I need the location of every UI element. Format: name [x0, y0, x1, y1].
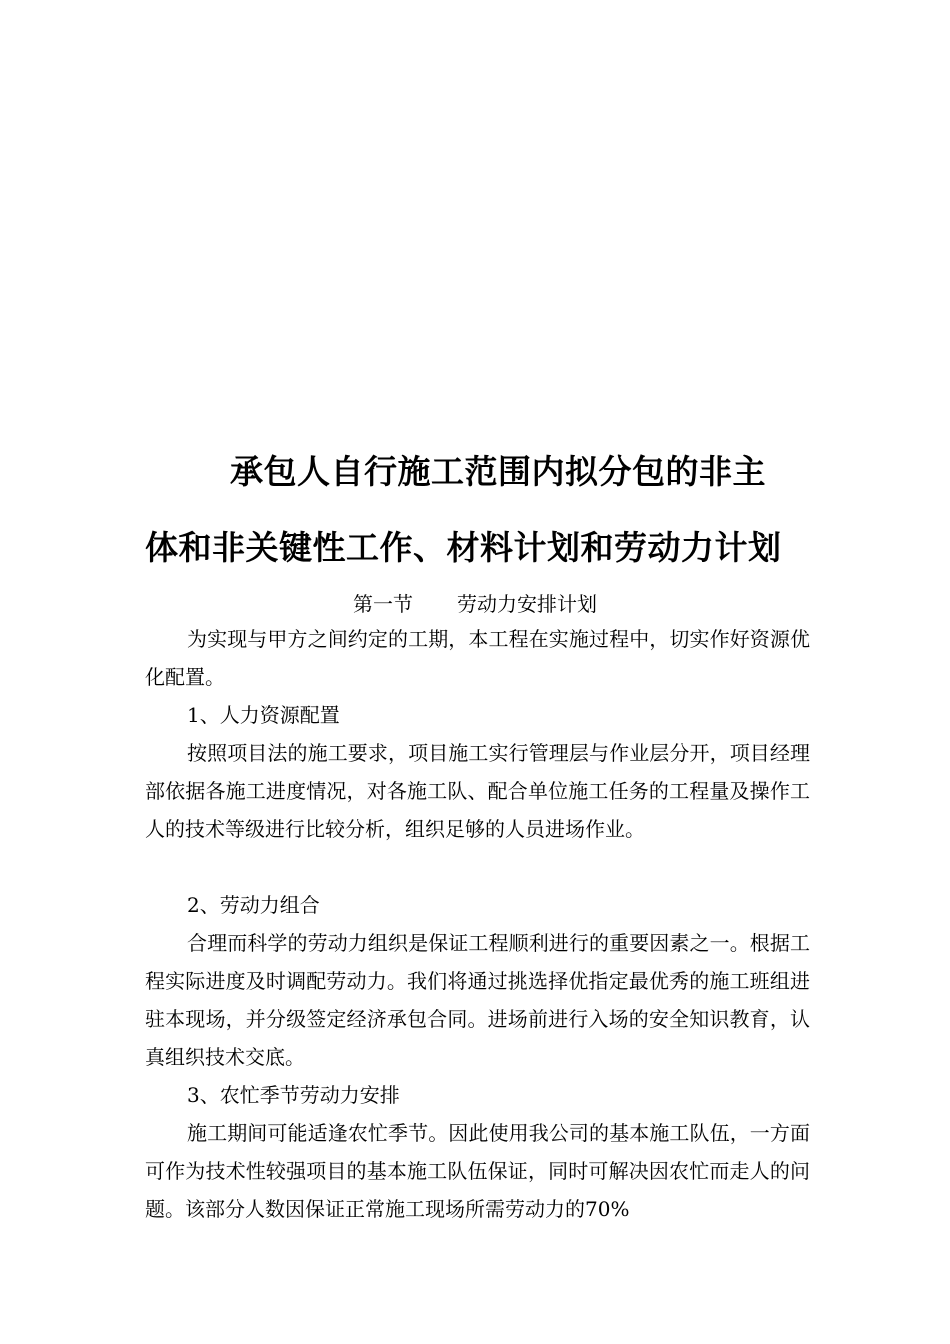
item-heading-1: 1、人力资源配置 [187, 703, 340, 727]
item-heading-3: 3、农忙季节劳动力安排 [187, 1083, 400, 1107]
document-body [145, 620, 810, 1228]
item-paragraph-3: 施工期间可能适逢农忙季节。因此使用我公司的基本施工队伍，一方面可作为技术性较强项目的基本施工队伍保证，同时可解决因农忙而走人的问题。该部分人数因保证正常施工现场所需劳动力的70% [145, 1121, 810, 1221]
section-heading [0, 590, 950, 618]
intro-paragraph: 为实现与甲方之间约定的工期，本工程在实施过程中，切实作好资源优化配置。 [145, 627, 810, 689]
section-number: 第一节 [353, 592, 413, 616]
item-paragraph-2: 合理而科学的劳动力组织是保证工程顺利进行的重要因素之一。根据工程实际进度及时调配劳动力。我们将通过挑选择优指定最优秀的施工班组进驻本现场，并分级签定经济承包合同。进场前进行入场的安全知识教育，认真组织技术交底。 [145, 931, 810, 1069]
document-title-line-2: 体和非关键性工作、材料计划和劳动力计划 [145, 528, 782, 567]
item-paragraph-1: 按照项目法的施工要求，项目施工实行管理层与作业层分开，项目经理部依据各施工进度情况，对各施工队、配合单位施工任务的工程量及操作工人的技术等级进行比较分析，组织足够的人员进场作业。 [145, 741, 810, 841]
item-heading-2: 2、劳动力组合 [187, 893, 320, 917]
blank-line [145, 848, 810, 886]
section-name: 劳动力安排计划 [457, 592, 597, 616]
document-title-line-1: 承包人自行施工范围内拟分包的非主 [230, 452, 766, 491]
